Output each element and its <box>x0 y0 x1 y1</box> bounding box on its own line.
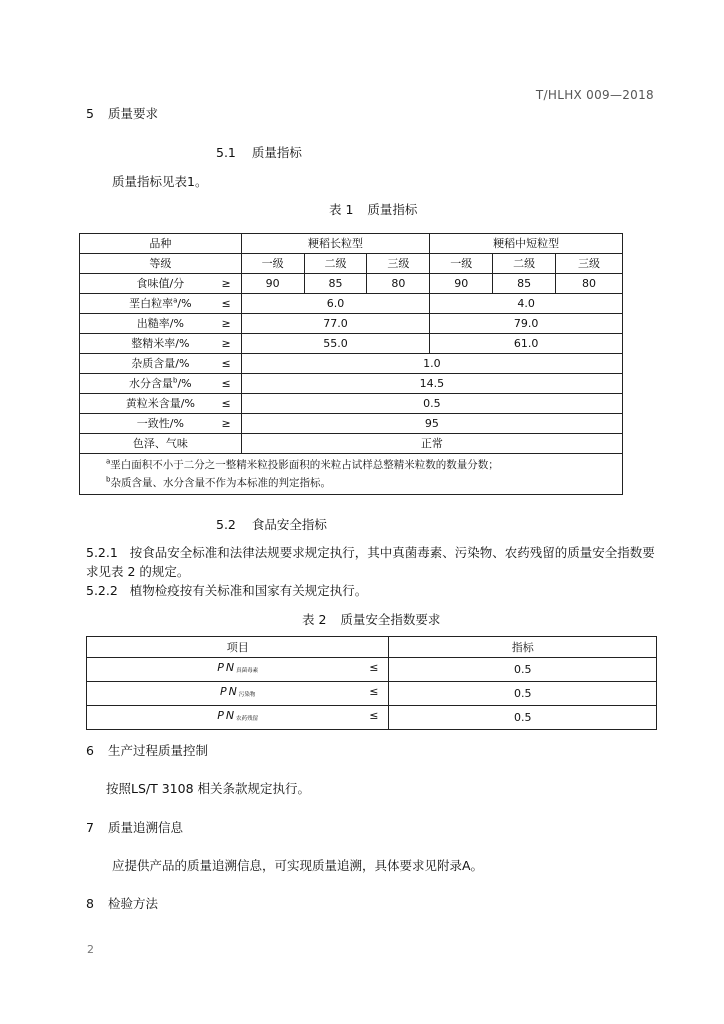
operator: ≤ <box>369 709 379 722</box>
value-cell: 0.5 <box>389 658 657 682</box>
label-text: 垩白粒率 <box>129 297 174 310</box>
label-text: 水分含量 <box>129 377 174 390</box>
section-title: 质量追溯信息 <box>107 820 183 835</box>
footnote-text: 垩白面积不小于二分之一整精米粒投影面积的米粒占试样总整精米粒数的数量分数； <box>110 459 499 471</box>
paragraph-5-2-1-cont: 求见表 2 的规定。 <box>86 564 190 579</box>
table-notes-row <box>80 454 623 495</box>
pn-symbol: PN <box>220 685 239 698</box>
table-row <box>87 706 657 730</box>
table-row <box>87 658 657 682</box>
value-cell: 0.5 <box>389 682 657 706</box>
footnote-a <box>106 456 622 474</box>
pn-subscript: 农药残留 <box>236 716 259 722</box>
row-label <box>80 434 242 454</box>
value-cell: 85 <box>493 274 556 294</box>
section-title: 质量指标 <box>251 145 302 160</box>
clause-number: 5.2.2 <box>86 583 118 598</box>
value-cell: 6.0 <box>241 294 430 314</box>
paragraph-5-2-2 <box>86 581 367 599</box>
value-cell: 79.0 <box>430 314 623 334</box>
quality-index-table <box>79 233 623 495</box>
doc-code: T/HLHX 009—2018 <box>535 88 654 102</box>
table-1-caption <box>329 200 417 218</box>
operator: ≤ <box>369 661 379 674</box>
section-number: 5.1 <box>216 145 236 160</box>
table-row <box>80 314 623 334</box>
grade-cell: 三级 <box>367 254 430 274</box>
operator: ≤ <box>221 297 231 310</box>
label-text: 一致性/% <box>136 417 184 430</box>
grade-cell: 一级 <box>430 254 493 274</box>
footnote-mark: b <box>106 475 111 484</box>
label-text: 出糙率/% <box>136 317 184 330</box>
header-cell: 指标 <box>389 637 657 658</box>
header-cell: 品种 <box>80 234 242 254</box>
grade-cell: 二级 <box>493 254 556 274</box>
section-number: 8 <box>86 896 94 911</box>
header-cell: 粳稻中短粒型 <box>430 234 623 254</box>
value-cell: 85 <box>304 274 367 294</box>
section-title: 食品安全指标 <box>251 517 327 532</box>
operator: ≥ <box>221 337 231 350</box>
footnote-mark: b <box>173 376 178 385</box>
section-number: 5 <box>86 106 94 121</box>
caption-number: 表 1 <box>329 202 354 217</box>
table-row <box>80 254 623 274</box>
value-cell: 55.0 <box>241 334 430 354</box>
footnote-text: 杂质含量、水分含量不作为本标准的判定指标。 <box>110 477 331 489</box>
operator: ≤ <box>221 377 231 390</box>
row-label <box>80 414 242 434</box>
table-row <box>80 334 623 354</box>
table-row <box>80 414 623 434</box>
value-cell: 95 <box>241 414 622 434</box>
table-row <box>80 394 623 414</box>
row-label <box>87 658 389 682</box>
section-title: 检验方法 <box>107 896 158 911</box>
safety-index-table <box>86 636 657 730</box>
label-text: 杂质含量/% <box>131 357 190 370</box>
value-cell: 14.5 <box>241 374 622 394</box>
pn-subscript: 污染物 <box>238 692 256 698</box>
caption-number: 表 2 <box>302 612 327 627</box>
operator: ≥ <box>221 317 231 330</box>
pn-symbol: PN <box>217 661 237 674</box>
value-cell: 0.5 <box>389 706 657 730</box>
operator: ≤ <box>369 685 379 698</box>
value-cell: 90 <box>241 274 304 294</box>
section-number: 7 <box>86 820 94 835</box>
table-row <box>80 374 623 394</box>
row-label <box>80 334 242 354</box>
section-5-heading <box>86 104 158 122</box>
grade-cell: 二级 <box>304 254 367 274</box>
value-cell: 80 <box>367 274 430 294</box>
value-cell: 80 <box>556 274 623 294</box>
label-text: 整精米率/% <box>131 337 190 350</box>
pn-subscript: 真菌毒素 <box>236 668 259 674</box>
row-label <box>80 374 242 394</box>
footnote-mark: a <box>106 457 111 466</box>
section-6-paragraph: 按照LS/T 3108 相关条款规定执行。 <box>106 781 311 796</box>
table-2-caption <box>302 610 440 628</box>
operator: ≥ <box>221 277 231 290</box>
footnote-b <box>106 474 622 492</box>
table-row <box>80 274 623 294</box>
row-label <box>80 294 242 314</box>
header-cell: 等级 <box>80 254 242 274</box>
operator: ≤ <box>221 357 231 370</box>
operator: ≤ <box>221 397 231 410</box>
value-cell: 1.0 <box>241 354 622 374</box>
row-label <box>80 314 242 334</box>
page-number: 2 <box>87 943 94 956</box>
caption-title: 质量指标 <box>367 202 418 217</box>
section-7-heading <box>86 818 183 836</box>
row-label <box>87 706 389 730</box>
section-6-heading <box>86 741 208 759</box>
section-7-paragraph: 应提供产品的质量追溯信息，可实现质量追溯，具体要求见附录A。 <box>112 858 484 873</box>
table-row <box>87 682 657 706</box>
clause-number: 5.2.1 <box>86 545 118 560</box>
clause-text: 按食品安全标准和法律法规要求规定执行，其中真菌毒素、污染物、农药残留的质量安全指数要 <box>129 545 655 560</box>
grade-cell: 一级 <box>241 254 304 274</box>
table-notes <box>80 454 623 495</box>
table-row <box>80 294 623 314</box>
row-label <box>80 274 242 294</box>
unit-text: /% <box>177 377 192 390</box>
section-number: 5.2 <box>216 517 236 532</box>
grade-cell: 三级 <box>556 254 623 274</box>
row-label <box>87 682 389 706</box>
unit-text: /% <box>177 297 192 310</box>
value-cell: 61.0 <box>430 334 623 354</box>
table-row <box>80 354 623 374</box>
section-title: 生产过程质量控制 <box>107 743 208 758</box>
value-cell: 90 <box>430 274 493 294</box>
pn-symbol: PN <box>217 709 237 722</box>
label-text: 黄粒米含量/% <box>125 397 195 410</box>
value-cell: 正常 <box>241 434 622 454</box>
section-5-1-paragraph: 质量指标见表1。 <box>112 174 208 189</box>
section-5-1-heading <box>216 143 302 161</box>
label-text: 色泽、气味 <box>132 437 188 450</box>
label-text: 食味值/分 <box>136 277 185 290</box>
paragraph-5-2-1 <box>86 543 655 561</box>
section-title: 质量要求 <box>107 106 158 121</box>
section-5-2-heading <box>216 515 327 533</box>
operator: ≥ <box>221 417 231 430</box>
footnote-mark: a <box>173 296 178 305</box>
row-label <box>80 394 242 414</box>
table-row <box>80 234 623 254</box>
value-cell: 77.0 <box>241 314 430 334</box>
table-row <box>87 637 657 658</box>
header-cell: 项目 <box>87 637 389 658</box>
row-label <box>80 354 242 374</box>
caption-title: 质量安全指数要求 <box>340 612 441 627</box>
table-row <box>80 434 623 454</box>
section-8-heading <box>86 894 158 912</box>
value-cell: 0.5 <box>241 394 622 414</box>
header-cell: 粳稻长粒型 <box>241 234 430 254</box>
clause-text: 植物检疫按有关标准和国家有关规定执行。 <box>129 583 368 598</box>
section-number: 6 <box>86 743 94 758</box>
value-cell: 4.0 <box>430 294 623 314</box>
